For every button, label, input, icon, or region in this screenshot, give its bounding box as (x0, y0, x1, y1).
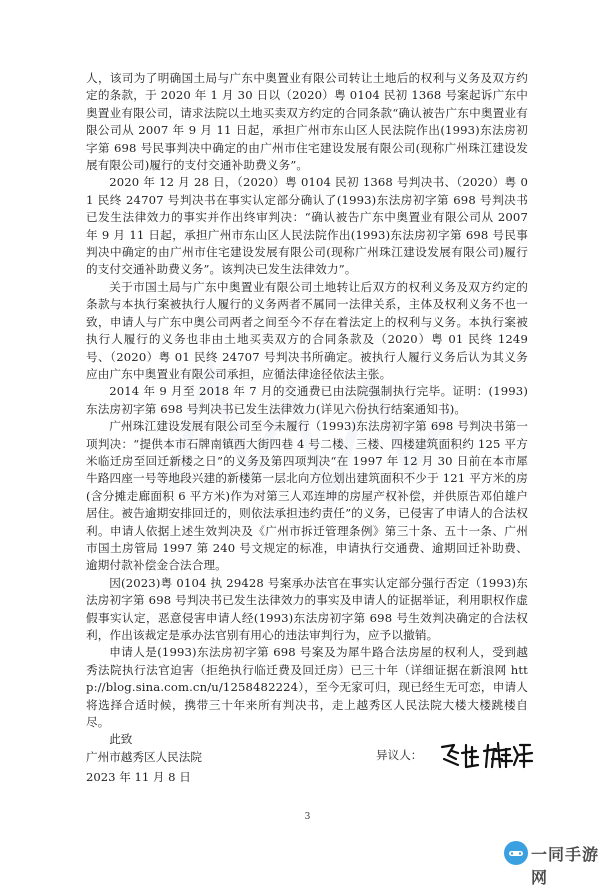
paragraph-4: 2014 年 9 月至 2018 年 7 月的交通费已由法院强制执行完毕。证明：(1993)东法房初字第 698 号判决书已发生法律效力(详见六份执行结案通知书)。 (86, 384, 528, 416)
game-controller-icon (501, 838, 531, 868)
handwritten-signature (436, 737, 536, 771)
paragraph-7: 申请人是(1993)东法房初字第 698 号案及为犀牛路合法房屋的权利人，受到越秀法院执行法官迫害（拒绝执行临迁费及回迁房）已三十年（详细证据在新浪网 http://blog.sina.com.cn/u/1258482224），至今无家可归，现已经生无可恋，申请人将选择合适时候，携带三十年来所有判决书，走上越秀区人民法院大楼大楼跳楼自尽。 (86, 645, 528, 730)
document-body (86, 70, 528, 786)
page-number: 3 (304, 812, 311, 822)
court-name: 广州市越秀区人民法院 (86, 749, 202, 764)
paragraph-5: 广州珠江建设发展有限公司至今未履行（1993)东法房初字第 698 号判决书第一项判决：“提供本市石牌南镇西大街四巷 4 号二楼、三楼、四楼建筑面积约 125 平方米临迁房至回迁新楼之日”的义务及第四项判决“在 1997 年 12 月 30 日前在本市犀牛路四座一号等地段兴建的新楼第一层北向方位划出建筑面积不少于 121 平方米的房(含分摊走廊面积 6 平方米)作为对第三人邓连坤的房屋产权补偿，并供原告邓伯雄户居住。被告逾期安排回迁的，则依法承担违约责任”的义务，已侵害了申请人的合法权利。申请人依据上述生效判决及《广州市拆迁管理条例》第三十条、五十一条、广州市国土房管局 1997 第 240 号文规定的标准，申请执行交通费、逾期回迁补助费、逾期付款补偿金合法合理。 (86, 419, 528, 573)
paragraph-2: 2020 年 12 月 28 日，（2020）粤 0104 民初 1368 号判决书、（2020）粤 01 民终 24707 号判决书在事实认定部分确认了(1993)东法房初字第 698 号判决书已发生法律效力的事实并作出终审判决：“确认被告广东中奥置业有限公司从 2007 年 9 月 11 日起，承担广州市东山区人民法院作出(1993)东法房初字第 698 号民事判决中确定的由广州市住宅建设发展有限公司(现称广州珠江建设发展有限公司)履行的支付交通补助费义务”。该判决已发生法律效力”。 (86, 175, 528, 277)
signature-row (86, 749, 528, 769)
site-watermark-badge (501, 836, 607, 887)
paragraph-3: 关于市国土局与广东中奥置业有限公司土地转让后双方的权利义务及双方约定的条款与本执行案被执行人履行的义务两者不属同一法律关系，主体及权利义务不也一致，申请人与广东中奥公司两者之间至今不存在着法定上的权利与义务。本执行案被执行人履行的义务也非由土地买卖双方的合同条款及（2020）粤 01 民终 1249 号、（2020）粤 01 民终 24707 号判决书所确定。被执行人履行义务后认为其义务应由广东中奥置业有限公司承担，应循法律途径依法主张。 (86, 279, 528, 381)
closing-salutation: 此致 (109, 732, 133, 747)
document-date: 2023 年 11 月 8 日 (86, 769, 191, 784)
paragraph-1: 人，该司为了明确国土局与广东中奥置业有限公司转让土地后的权利与义务及双方约定的条款，于 2020 年 1 月 30 日以（2020）粤 0104 民初 1368 号案起诉广东中奥置业有限公司，请求法院以土地买卖双方约定的合同条款“确认被告广东中奥置业有限公司从 2007 年 9 月 11 日起，承担广州市东山区人民法院作出(1993)东法房初字第 698 号民事判决中确定的由广州市住宅建设发展有限公司(现称广州珠江建设发展有限公司)履行的支付交通补助费义务”。 (86, 71, 528, 173)
objector-label: 异议人： (376, 747, 423, 762)
site-badge-text: 一同手游网 (531, 845, 600, 887)
paragraph-6: 因(2023)粤 0104 执 29428 号案承办法官在事实认定部分强行否定（1993)东法房初字第 698 号判决书已发生法律效力的事实及申请人的证据举证，利用职权作虚假事实认定，恶意侵害申请人经(1993)东法房初字第 698 号生效判决确定的合法权利，作出该裁定是承办法官别有用心的违法审判行为，应予以撤销。 (86, 575, 528, 642)
